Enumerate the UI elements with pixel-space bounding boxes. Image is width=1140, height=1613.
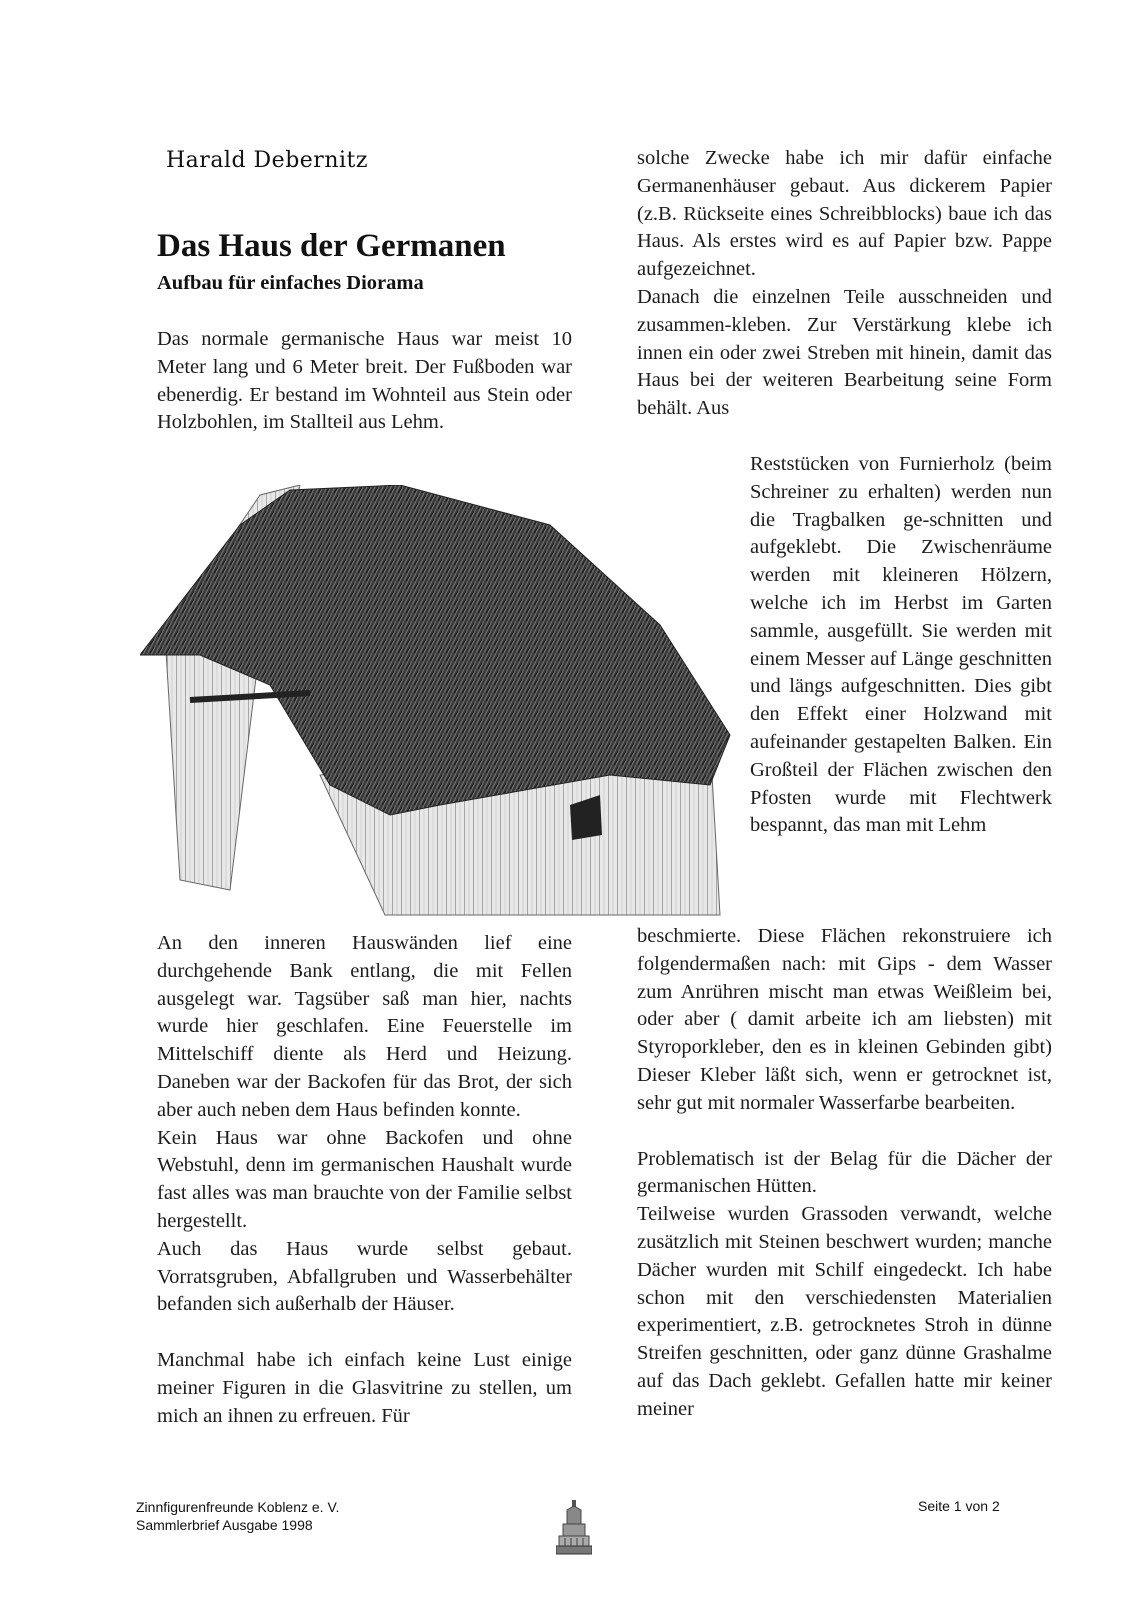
paragraph-danach: Danach die einzelnen Teile ausschneiden und zusammen-kleben. Zur Verstärkung klebe ich innen ein oder zwei Streben mit hinein, damit das Haus bei der weiteren Bearbeitung seine Form behält. Aus: [637, 285, 1052, 420]
paragraph-bank: An den inneren Hauswänden lief eine durchgehende Bank entlang, die mit Fellen ausgelegt war. Tagsüber saß man hier, nachts wurde hier geschlafen. Eine Feuerstelle im Mittelschiff diente als Herd und Heizung. Daneben war der Backofen für das Brot, der sich aber auch neben dem Haus befinden konnte.: [157, 932, 572, 1121]
article-title: Das Haus der Germanen: [157, 228, 506, 264]
footer-left: [136, 1498, 339, 1534]
article-subtitle: Aufbau für einfaches Diorama: [157, 272, 424, 294]
paragraph-beschmierte: beschmierte. Diese Flächen rekonstruiere ich folgendermaßen nach: mit Gips - dem Wasser zum Anrühren mischt man etwas Weißleim bei, oder aber ( damit arbeite ich am liebsten) mit Styroporkleber, den es in kleinen Gebinden gibt) Dieser Kleber läßt sich, wenn er getrocknet ist, sehr gut mit normaler Wasserfarbe bearbeiten.: [637, 925, 1052, 1114]
paragraph-reststuecke: Reststücken von Furnierholz (beim Schreiner zu erhalten) werden nun die Tragbalken ge-schnitten und aufgeklebt. Die Zwischenräume werden mit kleineren Hölzern, welche ich im Herbst im Garten sammle, ausgefüllt. Sie werden mit einem Messer auf Länge geschnitten und längs aufgeschnitten. Dies gibt den Effekt einer Holzwand mit aufeinander gestapelten Balken. Ein Großteil der Flächen zwischen den Pfosten wurde mit Flechtwerk bespannt, das man mit Lehm: [750, 453, 1052, 837]
paragraph-problematisch: Problematisch ist der Belag für die Dächer der germanischen Hütten.: [637, 1147, 1052, 1198]
paragraph-selbst-gebaut: Auch das Haus wurde selbst gebaut. Vorratsgruben, Abfallgruben und Wasserbehälter befanden sich außerhalb der Häuser.: [157, 1237, 572, 1316]
left-column-intro: [157, 326, 572, 437]
right-column-bottom: [637, 923, 1052, 1424]
paragraph-teilweise: Teilweise wurden Grassoden verwandt, welche zusätzlich mit Steinen beschwert wurden; manche Dächer wurden mit Schilf eingedeckt. Ich habe schon mit den verschiedensten Materialien experimentiert, z.B. getrocknetes Stroh in dünne Streifen geschnitten, oder ganz dünne Grashalme auf das Dach geklebt. Gefallen hatte mir keiner meiner: [637, 1203, 1052, 1420]
author-name: Harald Debernitz: [166, 148, 368, 173]
paragraph-manchmal: Manchmal habe ich einfach keine Lust einige meiner Figuren in die Glasvitrine zu stellen, um mich an ihnen zu erfreuen. Für: [157, 1349, 572, 1427]
footer-org: Zinnfigurenfreunde Koblenz e. V.: [136, 1499, 340, 1515]
monument-logo-icon: [556, 1500, 592, 1558]
right-column-top: [637, 145, 1052, 423]
paragraph-zwecke: solche Zwecke habe ich mir dafür einfache Germanenhäuser gebaut. Aus dickerem Papier (z.B. Rückseite eines Schreibblocks) baue ich das Haus. Als erstes wird es auf Papier bzw. Pappe aufgezeichnet.: [637, 147, 1052, 281]
footer-page-number: Seite 1 von 2: [918, 1498, 1000, 1514]
left-column-body: [157, 930, 572, 1431]
right-column-wrapped: [750, 451, 1052, 840]
germanic-house-illustration: [140, 485, 750, 920]
intro-paragraph: Das normale germanische Haus war meist 10 Meter lang und 6 Meter breit. Der Fußboden war ebenerdig. Er bestand im Wohnteil aus Stein oder Holzbohlen, im Stallteil aus Lehm.: [157, 328, 572, 434]
paragraph-backofen: Kein Haus war ohne Backofen und ohne Webstuhl, denn im germanischen Haushalt wurde fast alles was man brauchte von der Familie selbst hergestellt.: [157, 1126, 572, 1232]
footer-issue: Sammlerbrief Ausgabe 1998: [136, 1517, 313, 1533]
